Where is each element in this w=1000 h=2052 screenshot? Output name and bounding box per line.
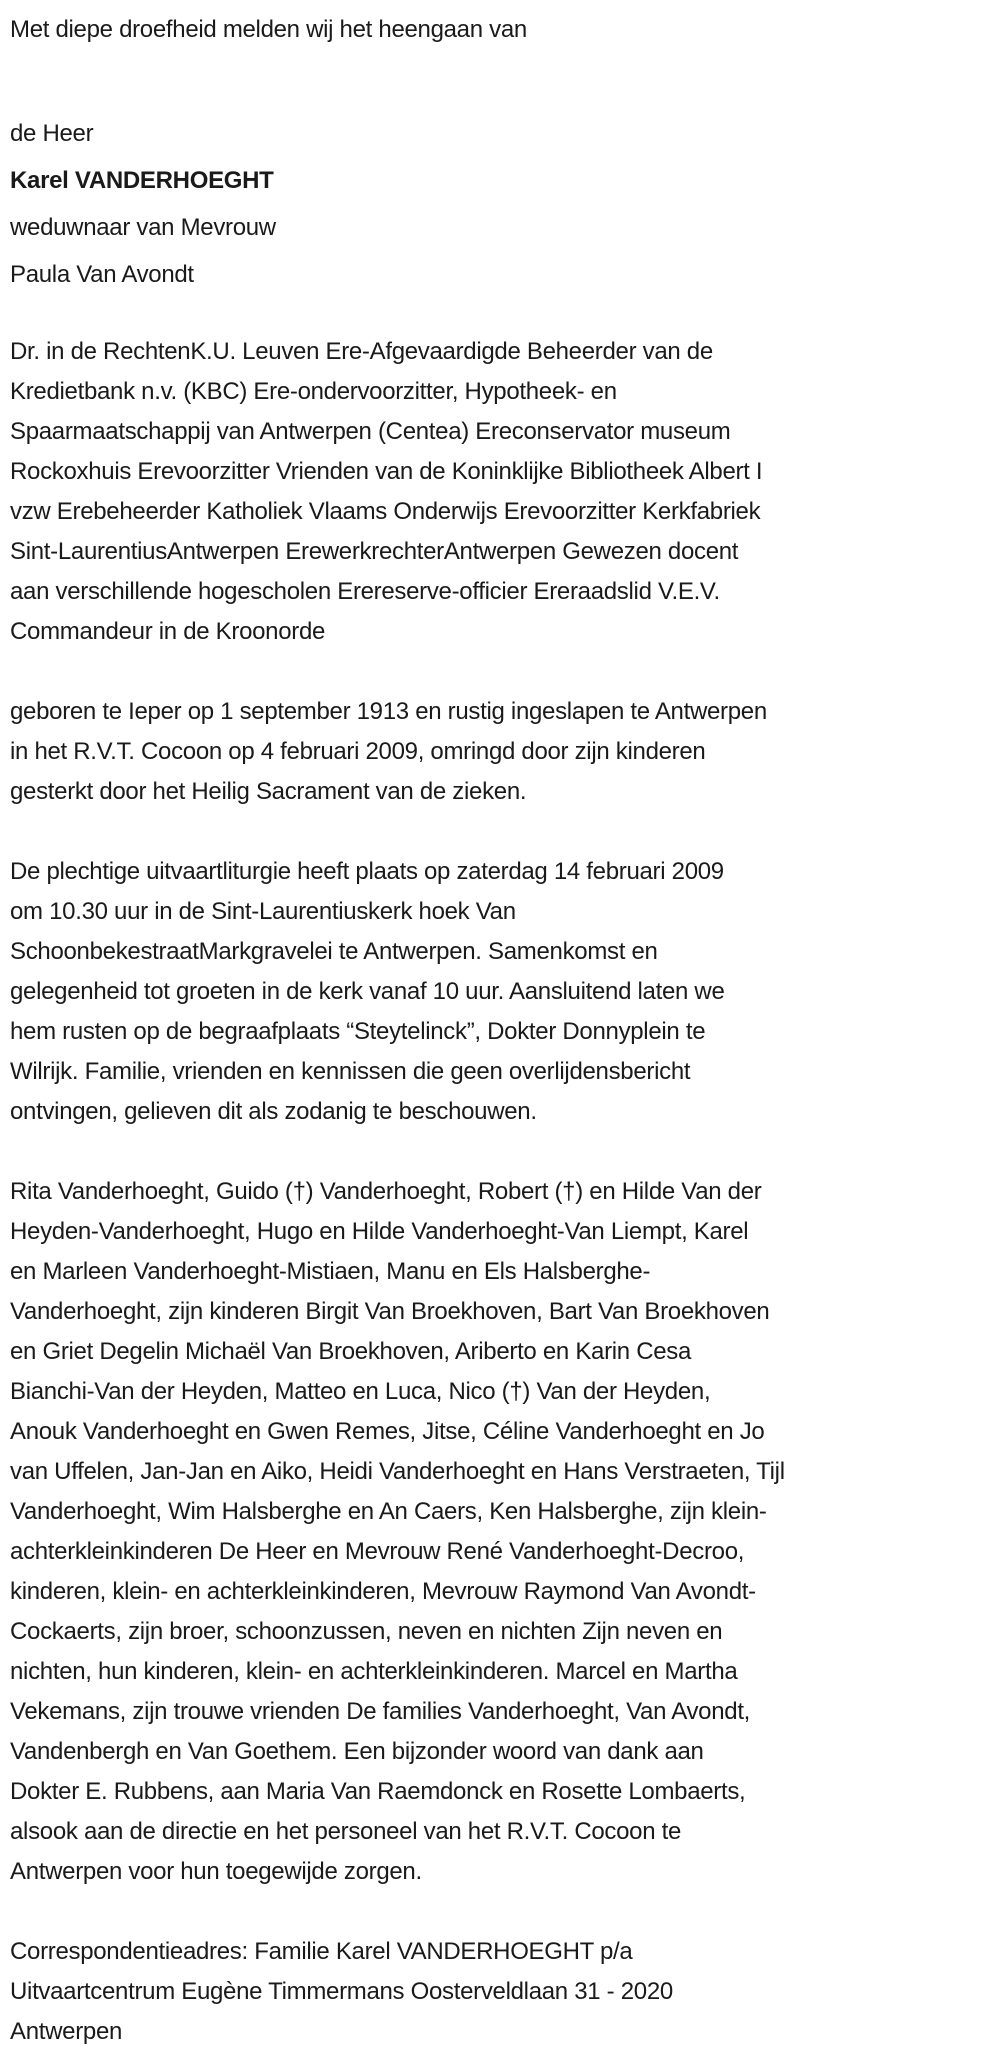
text-line: Antwerpen xyxy=(10,2018,123,2045)
obituary-body xyxy=(10,332,990,2052)
text-line: aan verschillende hogescholen Erereserve-officier Ereraadslid V.E.V. xyxy=(10,578,720,605)
text-line: Rita Vanderhoeght, Guido (†) Vanderhoeght, Robert (†) en Hilde Van der xyxy=(10,1178,762,1205)
text-line: geboren te Ieper op 1 september 1913 en rustig ingeslapen te Antwerpen xyxy=(10,698,767,725)
spacer xyxy=(10,53,990,110)
correspondence-paragraph xyxy=(10,1932,990,2052)
text-line: Sint-LaurentiusAntwerpen ErewerkrechterAntwerpen Gewezen docent xyxy=(10,538,739,565)
text-line: Anouk Vanderhoeght en Gwen Remes, Jitse, Céline Vanderhoeght en Jo xyxy=(10,1418,765,1445)
text-line: Dr. in de RechtenK.U. Leuven Ere-Afgevaardigde Beheerder van de xyxy=(10,338,713,365)
text-line: Vandenbergh en Van Goethem. Een bijzonder woord van dank aan xyxy=(10,1738,704,1765)
text-line: van Uffelen, Jan-Jan en Aiko, Heidi Vanderhoeght en Hans Verstraeten, Tijl xyxy=(10,1458,785,1485)
spacer xyxy=(10,298,990,332)
intro-text: Met diepe droefheid melden wij het heengaan van xyxy=(10,16,527,43)
text-line: Uitvaartcentrum Eugène Timmermans Oosterveldlaan 31 - 2020 xyxy=(10,1978,673,2005)
text-line: Vekemans, zijn trouwe vrienden De families Vanderhoeght, Van Avondt, xyxy=(10,1698,751,1725)
text-line: in het R.V.T. Cocoon op 4 februari 2009, omringd door zijn kinderen xyxy=(10,738,706,765)
text-line: Rockoxhuis Erevoorzitter Vrienden van de Koninklijke Bibliotheek Albert I xyxy=(10,458,763,485)
text-line: om 10.30 uur in de Sint-Laurentiuskerk hoek Van xyxy=(10,898,516,925)
text-line: Cockaerts, zijn broer, schoonzussen, neven en nichten Zijn neven en xyxy=(10,1618,723,1645)
text-line: alsook aan de directie en het personeel van het R.V.T. Cocoon te xyxy=(10,1818,682,1845)
text-line: gelegenheid tot groeten in de kerk vanaf 10 uur. Aansluitend laten we xyxy=(10,978,725,1005)
text-line: Heyden-Vanderhoeght, Hugo en Hilde Vanderhoeght-Van Liempt, Karel xyxy=(10,1218,749,1245)
text-line: hem rusten op de begraafplaats “Steytelinck”, Dokter Donnyplein te xyxy=(10,1018,706,1045)
text-line: De plechtige uitvaartliturgie heeft plaats op zaterdag 14 februari 2009 xyxy=(10,858,724,885)
text-line: Vanderhoeght, Wim Halsberghe en An Caers, Ken Halsberghe, zijn klein- xyxy=(10,1498,767,1525)
text-line: achterkleinkinderen De Heer en Mevrouw René Vanderhoeght-Decroo, xyxy=(10,1538,745,1565)
text-line: Spaarmaatschappij van Antwerpen (Centea) Ereconservator museum xyxy=(10,418,731,445)
text-line: vzw Erebeheerder Katholiek Vlaams Onderwijs Erevoorzitter Kerkfabriek xyxy=(10,498,761,525)
text-line: Vanderhoeght, zijn kinderen Birgit Van Broekhoven, Bart Van Broekhoven xyxy=(10,1298,770,1325)
text-line: en Griet Degelin Michaël Van Broekhoven, Ariberto en Karin Cesa xyxy=(10,1338,692,1365)
text-line: Antwerpen voor hun toegewijde zorgen. xyxy=(10,1858,422,1885)
text-line: nichten, hun kinderen, klein- en achterkleinkinderen. Marcel en Martha xyxy=(10,1658,738,1685)
text-line: Kredietbank n.v. (KBC) Ere-ondervoorzitter, Hypotheek- en xyxy=(10,378,617,405)
text-line: gesterkt door het Heilig Sacrament van de zieken. xyxy=(10,778,527,805)
text-line: Dokter E. Rubbens, aan Maria Van Raemdonck en Rosette Lombaerts, xyxy=(10,1778,746,1805)
text-line: Wilrijk. Familie, vrienden en kennissen die geen overlijdensbericht xyxy=(10,1058,691,1085)
title-prefix: de Heer xyxy=(10,120,94,147)
birth-death-paragraph xyxy=(10,692,990,812)
text-line: SchoonbekestraatMarkgravelei te Antwerpen. Samenkomst en xyxy=(10,938,658,965)
spouse-line: weduwnaar van Mevrouw xyxy=(10,214,276,241)
text-line: en Marleen Vanderhoeght-Mistiaen, Manu en Els Halsberghe- xyxy=(10,1258,651,1285)
family-paragraph xyxy=(10,1172,990,1892)
text-line: Bianchi-Van der Heyden, Matteo en Luca, Nico (†) Van der Heyden, xyxy=(10,1378,711,1405)
spouse-name: Paula Van Avondt xyxy=(10,261,194,288)
funeral-paragraph xyxy=(10,852,990,1132)
text-line: kinderen, klein- en achterkleinkinderen, Mevrouw Raymond Van Avondt- xyxy=(10,1578,756,1605)
titles-paragraph xyxy=(10,332,990,652)
text-line: ontvingen, gelieven dit als zodanig te beschouwen. xyxy=(10,1098,537,1125)
text-line: Correspondentieadres: Familie Karel VANDERHOEGHT p/a xyxy=(10,1938,633,1965)
text-line: Commandeur in de Kroonorde xyxy=(10,618,326,645)
deceased-name: Karel VANDERHOEGHT xyxy=(10,167,274,194)
